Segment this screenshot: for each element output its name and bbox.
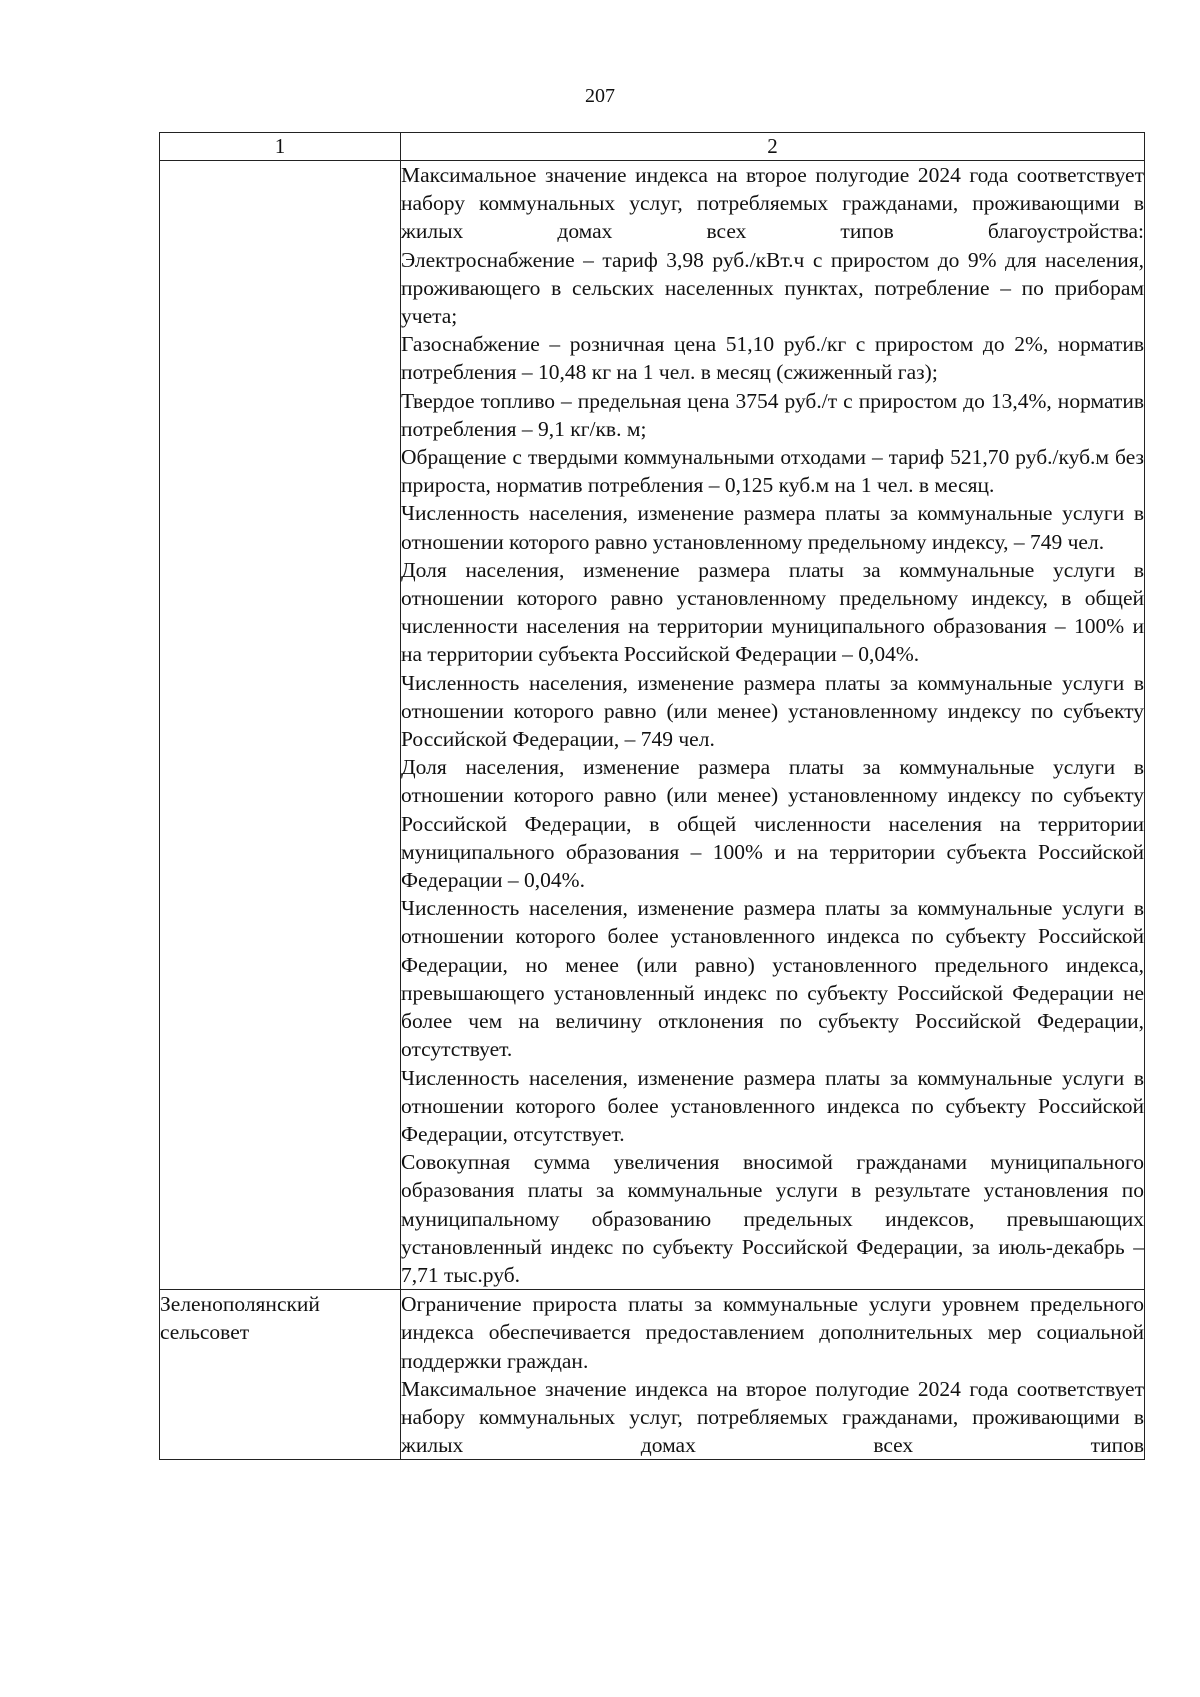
table-header-row bbox=[160, 133, 1145, 161]
page-number: 207 bbox=[585, 85, 615, 107]
paragraph: Численность населения, изменение размера платы за коммунальные услуги в отношении которого более установленного индекса по субъекту Российской Федерации, отсутствует. bbox=[401, 1065, 1144, 1146]
paragraph: Доля населения, изменение размера платы за коммунальные услуги в отношении которого равно (или менее) установленному индексу по субъекту Российской Федерации, в общей численности населения на территории муниципального образования – 100% и на территории субъекта Российской Федерации – 0,04%. bbox=[401, 755, 1144, 893]
paragraph: Совокупная сумма увеличения вносимой гражданами муниципального образования платы за коммунальные услуги в результате установления по муниципальному образованию предельных индексов, превышающих установленный индекс по субъекту Российской Федерации, за июль-декабрь – 7,71 тыс.руб. bbox=[401, 1150, 1144, 1287]
paragraph: Обращение с твердыми коммунальными отходами – тариф 521,70 руб./куб.м без прироста, норматив потребления – 0,125 куб.м на 1 чел. в месяц. bbox=[401, 445, 1144, 498]
column-header-2: 2 bbox=[401, 133, 1145, 161]
municipal-index-table bbox=[159, 132, 1145, 1460]
municipality-cell bbox=[160, 161, 401, 1290]
table-row bbox=[160, 161, 1145, 1290]
paragraph: Электроснабжение – тариф 3,98 руб./кВт.ч с приростом до 9% для населения, проживающего в сельских населенных пунктах, потребление – по приборам учета; bbox=[401, 247, 1144, 329]
municipality-cell: Зеленополянский сельсовет bbox=[160, 1290, 401, 1460]
paragraph: Максимальное значение индекса на второе полугодие 2024 года соответствует набору коммунальных услуг, потребляемых гражданами, проживающими в жилых домах всех типов благоустройства: bbox=[401, 163, 1144, 244]
paragraph: Доля населения, изменение размера платы за коммунальные услуги в отношении которого равно установленному предельному индексу, в общей численности населения на территории муниципального образования – 100% и на территории субъекта Российской Федерации – 0,04%. bbox=[401, 557, 1144, 667]
description-cell bbox=[401, 161, 1145, 1290]
description-cell bbox=[401, 1290, 1145, 1460]
paragraph: Численность населения, изменение размера платы за коммунальные услуги в отношении которого более установленного индекса по субъекту Российской Федерации, но менее (или равно) установленного предельного индекса, превышающего установленный индекс по субъекту Российской Федерации не более чем на величину отклонения по субъекту Российской Федерации, отсутствует. bbox=[401, 896, 1144, 1062]
paragraph: Численность населения, изменение размера платы за коммунальные услуги в отношении которого равно (или менее) установленному индексу по субъекту Российской Федерации, – 749 чел. bbox=[401, 670, 1144, 752]
paragraph: Твердое топливо – предельная цена 3754 руб./т с приростом до 13,4%, норматив потребления – 9,1 кг/кв. м; bbox=[401, 388, 1144, 441]
column-header-1: 1 bbox=[160, 133, 401, 161]
paragraph: Газоснабжение – розничная цена 51,10 руб./кг с приростом до 2%, норматив потребления – 10,48 кг на 1 чел. в месяц (сжиженный газ); bbox=[401, 332, 1144, 385]
paragraph: Ограничение прироста платы за коммунальные услуги уровнем предельного индекса обеспечивается предоставлением дополнительных мер социальной поддержки граждан. bbox=[401, 1292, 1144, 1373]
paragraph: Численность населения, изменение размера платы за коммунальные услуги в отношении которого равно установленному предельному индексу, – 749 чел. bbox=[401, 501, 1144, 554]
table-row bbox=[160, 1290, 1145, 1460]
paragraph: Максимальное значение индекса на второе полугодие 2024 года соответствует набору коммунальных услуг, потребляемых гражданами, проживающими в жилых домах всех типов bbox=[401, 1376, 1144, 1458]
